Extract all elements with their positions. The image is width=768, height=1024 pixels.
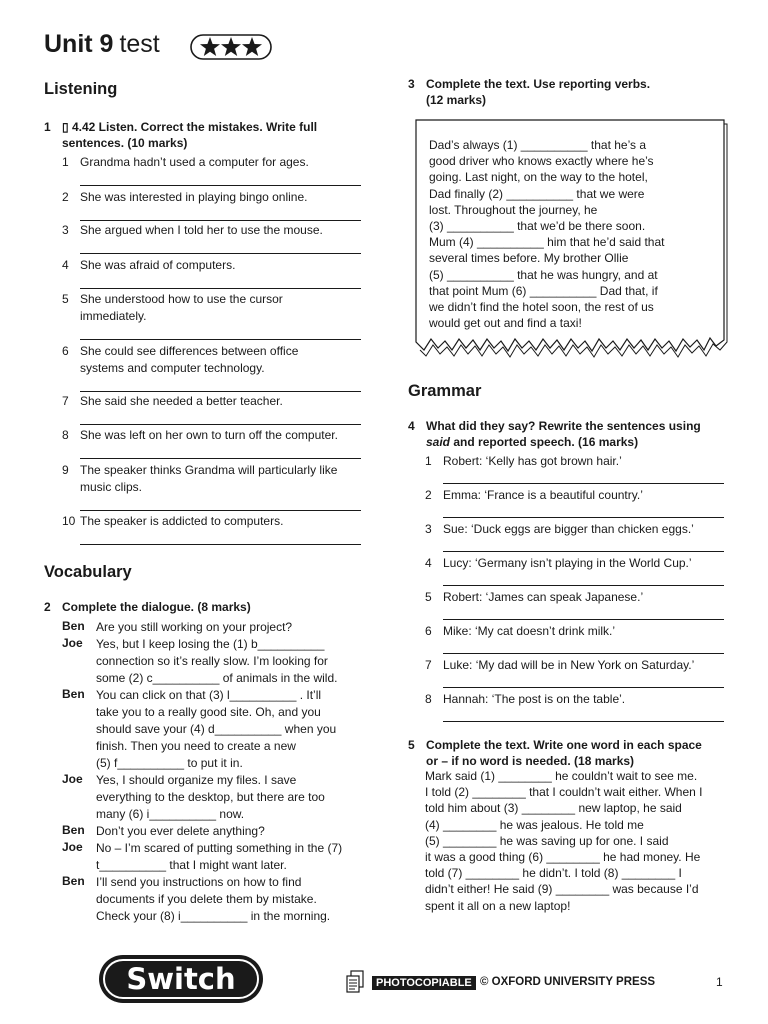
item-text: Robert: ‘Kelly has got brown hair.’ xyxy=(443,454,622,468)
passage-line: Mum (4) __________ him that he’d said that xyxy=(429,235,665,250)
speaker-name: Ben xyxy=(62,874,85,888)
grammar-item xyxy=(425,521,745,541)
dialogue-line: t__________ that I might want later. xyxy=(96,858,287,872)
item-text: Hannah: ‘The post is on the table’. xyxy=(443,692,626,706)
grammar-item xyxy=(425,657,745,677)
item-number: 5 xyxy=(62,292,69,306)
dialogue-line: connection so it’s really slow. I’m looking for xyxy=(96,654,328,668)
dialogue-line: should save your (4) d__________ when you xyxy=(96,722,337,736)
instruction-line: Complete the text. Use reporting verbs. xyxy=(426,77,651,91)
item-text: Robert: ‘James can speak Japanese.’ xyxy=(443,590,644,604)
item-line: The speaker thinks Grandma will particularly like xyxy=(80,463,338,477)
vocabulary-instruction xyxy=(44,599,251,615)
dialogue-line: everything to the desktop, but there are too xyxy=(96,790,325,804)
question-number: 4 xyxy=(408,419,415,433)
item-text: Lucy: ‘Germany isn’t playing in the World Cup.’ xyxy=(443,556,692,570)
instruction-line: (12 marks) xyxy=(426,93,487,107)
question-number: 3 xyxy=(408,77,415,91)
item-text: Emma: ‘France is a beautiful country.’ xyxy=(443,488,643,502)
dialogue-line: take you to a really good site. Oh, and you xyxy=(96,705,321,719)
listening-item xyxy=(62,513,362,553)
question-number: 2 xyxy=(44,600,51,614)
grammar-item xyxy=(425,487,745,507)
item-text xyxy=(80,462,337,496)
item-line: music clips. xyxy=(80,480,143,494)
answer-line xyxy=(80,544,361,545)
publisher: © OXFORD UNIVERSITY PRESS xyxy=(480,976,656,988)
passage-line: (5) ________ he was saving up for one. I said xyxy=(425,833,669,848)
item-number: 1 xyxy=(62,155,69,169)
item-number: 4 xyxy=(62,258,69,272)
item-number: 6 xyxy=(425,624,432,638)
grammar-item xyxy=(425,453,745,473)
item-line: The speaker is addicted to computers. xyxy=(80,514,284,528)
answer-line xyxy=(443,551,724,552)
q3-passage xyxy=(429,137,664,331)
grammar-item xyxy=(425,555,745,575)
test-label: test xyxy=(119,30,160,58)
instruction-line: and reported speech. (16 marks) xyxy=(450,435,639,449)
speaker-name: Ben xyxy=(62,687,85,701)
answer-line xyxy=(443,653,724,654)
passage-line: several times before. My brother Ollie xyxy=(429,251,629,266)
dialogue-line: You can click on that (3) l__________ . It’ll xyxy=(96,688,322,702)
dialogue-line: some (2) c__________ of animals in the wild. xyxy=(96,671,338,685)
photocopiable-badge: PHOTOCOPIABLE xyxy=(372,976,476,990)
answer-line xyxy=(443,517,724,518)
answer-line xyxy=(443,585,724,586)
q5-instruction xyxy=(408,737,748,769)
passage-line: Dad’s always (1) __________ that he’s a xyxy=(429,138,647,152)
listening-item xyxy=(62,154,362,194)
speaker-name: Joe xyxy=(62,840,83,854)
item-line: She argued when I told her to use the mouse. xyxy=(80,223,323,237)
passage-line: spent it all on a new laptop! xyxy=(425,898,571,913)
passage-line: would get out and find a taxi! xyxy=(429,316,582,331)
item-text xyxy=(80,189,307,206)
item-text xyxy=(80,154,309,171)
item-text: Sue: ‘Duck eggs are bigger than chicken eggs.’ xyxy=(443,522,694,536)
answer-line xyxy=(80,253,361,254)
answer-line xyxy=(443,483,724,484)
dialogue-line: documents if you delete them by mistake. xyxy=(96,892,317,906)
page-number: 1 xyxy=(716,975,723,989)
dialogue-line: finish. Then you need to create a new xyxy=(96,739,296,753)
speaker-name: Ben xyxy=(62,619,85,633)
passage-line: (5) __________ that he was hungry, and at xyxy=(429,267,658,282)
dialogue-line: Check your (8) i__________ in the morning. xyxy=(96,909,331,923)
item-number: 1 xyxy=(425,454,432,468)
dialogue-line: Don’t you ever delete anything? xyxy=(96,824,265,838)
passage-line: Dad finally (2) __________ that we were xyxy=(429,186,645,201)
item-number: 9 xyxy=(62,463,69,477)
instruction-line: What did they say? Rewrite the sentences using xyxy=(426,419,701,433)
dialogue-line: No – I’m scared of putting something in the (7) xyxy=(96,841,343,855)
answer-line xyxy=(80,391,361,392)
speaker-name: Joe xyxy=(62,636,83,650)
dialogue-line: Yes, but I keep losing the (1) b__________ xyxy=(96,637,325,651)
grammar-heading: Grammar xyxy=(408,382,482,400)
speaker-name: Ben xyxy=(62,823,85,837)
item-line: She was afraid of computers. xyxy=(80,258,236,272)
answer-line xyxy=(443,721,724,722)
answer-line xyxy=(80,339,361,340)
passage-line: going. Last night, on the way to the hotel, xyxy=(429,170,648,185)
item-text xyxy=(80,393,283,410)
instruction-line: sentences. (10 marks) xyxy=(62,136,188,150)
item-text xyxy=(80,343,298,377)
listening-item xyxy=(62,291,362,331)
page-title xyxy=(44,30,160,59)
instruction-line: Complete the dialogue. (8 marks) xyxy=(62,600,251,614)
item-text: Luke: ‘My dad will be in New York on Saturday.’ xyxy=(443,658,695,672)
item-line: She said she needed a better teacher. xyxy=(80,394,283,408)
passage-line: it was a good thing (6) ________ he had money. He xyxy=(425,850,701,865)
q4-instruction xyxy=(408,418,738,450)
dialogue-line: Are you still working on your project? xyxy=(96,620,293,634)
instruction-line: Complete the text. Write one word in each space xyxy=(426,738,702,752)
listening-instruction xyxy=(44,119,364,151)
item-number: 2 xyxy=(425,488,432,502)
item-text xyxy=(80,427,338,444)
listening-heading: Listening xyxy=(44,80,118,98)
dialogue-line: Yes, I should organize my files. I save xyxy=(96,773,297,787)
item-number: 6 xyxy=(62,344,69,358)
answer-line xyxy=(80,220,361,221)
item-number: 2 xyxy=(62,190,69,204)
item-text xyxy=(80,291,283,325)
passage-line: (4) ________ he was jealous. He told me xyxy=(425,817,644,832)
passage-line: I told (2) ________ that I couldn’t wait either. When I xyxy=(425,785,703,800)
item-number: 3 xyxy=(62,223,69,237)
item-number: 8 xyxy=(62,428,69,442)
answer-line xyxy=(443,687,724,688)
question-number: 5 xyxy=(408,738,415,752)
grammar-item xyxy=(425,623,745,643)
dialogue-line: (5) f__________ to put it in. xyxy=(96,756,243,770)
photocopy-icon xyxy=(345,970,365,994)
passage-line: told him about (3) ________ new laptop, he said xyxy=(425,801,682,816)
q5-passage xyxy=(425,768,703,914)
item-number: 3 xyxy=(425,522,432,536)
vocabulary-heading: Vocabulary xyxy=(44,563,132,581)
listening-item xyxy=(62,427,362,467)
switch-logo xyxy=(97,953,265,1005)
item-line: She was interested in playing bingo online. xyxy=(80,190,308,204)
dialogue-line: many (6) i__________ now. xyxy=(96,807,245,821)
item-line: immediately. xyxy=(80,309,147,323)
logo-text: Switch xyxy=(126,962,236,996)
passage-line: told (7) ________ he didn’t. I told (8) ________ I xyxy=(425,866,682,881)
passage-line: we didn’t find the hotel soon, the rest of us xyxy=(429,300,654,315)
item-line: She was left on her own to turn off the computer. xyxy=(80,428,338,442)
answer-line xyxy=(80,424,361,425)
q3-instruction xyxy=(408,76,728,108)
said-word: said xyxy=(426,435,451,449)
item-number: 7 xyxy=(425,658,432,672)
passage-line: lost. Throughout the journey, he xyxy=(429,202,598,217)
answer-line xyxy=(443,619,724,620)
item-number: 8 xyxy=(425,692,432,706)
grammar-item xyxy=(425,589,745,609)
unit-label: Unit 9 xyxy=(44,30,114,58)
item-number: 4 xyxy=(425,556,432,570)
item-number: 10 xyxy=(62,514,76,528)
listening-item xyxy=(62,343,362,383)
three-stars-icon xyxy=(190,34,272,60)
item-number: 5 xyxy=(425,590,432,604)
listening-item xyxy=(62,222,362,262)
speaker-name: Joe xyxy=(62,772,83,786)
answer-line xyxy=(80,288,361,289)
item-text xyxy=(80,222,323,239)
item-line: Grandma hadn’t used a computer for ages. xyxy=(80,155,309,169)
listening-item xyxy=(62,462,362,502)
item-line: She could see differences between office xyxy=(80,344,299,358)
passage-line: that point Mum (6) __________ Dad that, if xyxy=(429,283,658,298)
question-number: 1 xyxy=(44,120,51,134)
instruction-line: or – if no word is needed. (18 marks) xyxy=(426,754,635,768)
item-text: Mike: ‘My cat doesn’t drink milk.’ xyxy=(443,624,616,638)
passage-line: (3) __________ that we’d be there soon. xyxy=(429,219,646,234)
passage-line: didn’t either! He said (9) ________ was because I’d xyxy=(425,882,699,897)
dialogue-line: I’ll send you instructions on how to find xyxy=(96,875,302,889)
answer-line xyxy=(80,458,361,459)
item-line: She understood how to use the cursor xyxy=(80,292,283,306)
grammar-item xyxy=(425,691,745,711)
item-text xyxy=(80,257,235,274)
answer-line xyxy=(80,510,361,511)
passage-line: good driver who knows exactly where he’s xyxy=(429,154,654,169)
item-line: systems and computer technology. xyxy=(80,361,265,375)
passage-line: Mark said (1) ________ he couldn’t wait to see me. xyxy=(425,769,698,783)
instruction-line: ▯ 4.42 Listen. Correct the mistakes. Write full xyxy=(62,120,318,134)
answer-line xyxy=(80,185,361,186)
item-number: 7 xyxy=(62,394,69,408)
item-text xyxy=(80,513,283,530)
